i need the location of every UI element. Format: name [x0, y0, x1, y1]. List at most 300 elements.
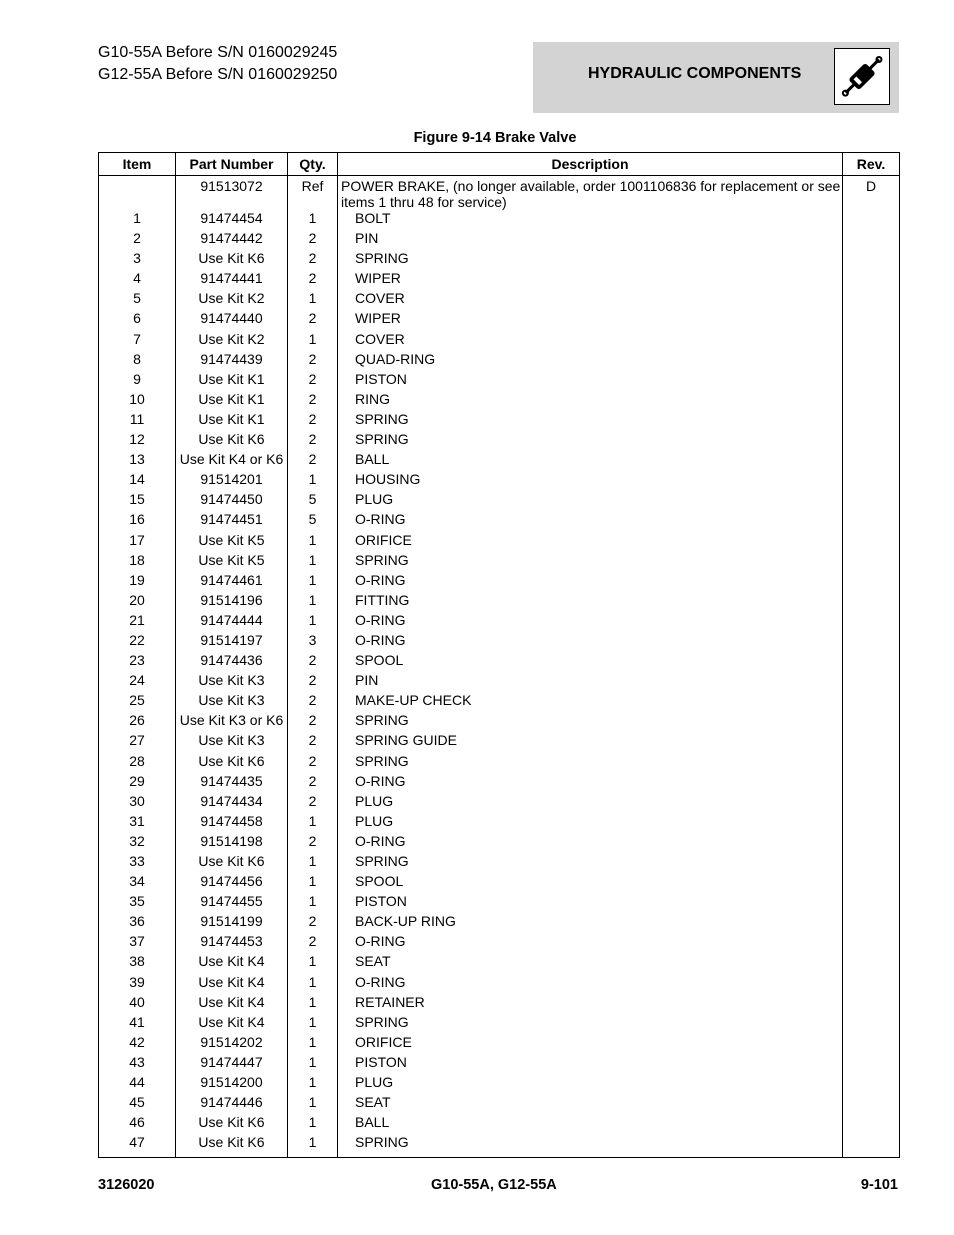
qty-cell: 2 [288, 672, 338, 692]
part-number-cell: 91474436 [176, 652, 288, 672]
qty-cell: 2 [288, 913, 338, 933]
rev-cell [843, 1014, 900, 1034]
qty-cell: 2 [288, 793, 338, 813]
table-row [99, 391, 900, 411]
part-number-cell: 91474461 [176, 572, 288, 592]
qty-cell: 2 [288, 833, 338, 853]
rev-cell [843, 994, 900, 1014]
description-cell: SEAT [338, 953, 843, 973]
item-cell: 26 [99, 712, 176, 732]
rev-cell [843, 974, 900, 994]
table-row [99, 532, 900, 552]
rev-cell [843, 411, 900, 431]
description-cell: O-RING [338, 833, 843, 853]
rev-cell [843, 1034, 900, 1054]
qty-cell: 1 [288, 853, 338, 873]
qty-cell: 1 [288, 552, 338, 572]
part-number-column-header: Part Number [176, 153, 288, 176]
table-row [99, 331, 900, 351]
description-cell: O-RING [338, 612, 843, 632]
description-cell: O-RING [338, 773, 843, 793]
rev-cell [843, 592, 900, 612]
rev-cell [843, 552, 900, 572]
part-number-cell: 91474451 [176, 511, 288, 531]
part-number-cell: 91474446 [176, 1094, 288, 1114]
rev-cell [843, 391, 900, 411]
rev-cell [843, 833, 900, 853]
part-number-cell: 91474435 [176, 773, 288, 793]
item-cell: 8 [99, 351, 176, 371]
part-number-cell: Use Kit K6 [176, 853, 288, 873]
item-cell: 23 [99, 652, 176, 672]
table-row [99, 933, 900, 953]
item-cell: 34 [99, 873, 176, 893]
rev-cell [843, 793, 900, 813]
qty-cell: 1 [288, 994, 338, 1014]
item-cell: 4 [99, 270, 176, 290]
rev-cell [843, 632, 900, 652]
qty-cell: 2 [288, 270, 338, 290]
qty-cell: 2 [288, 431, 338, 451]
qty-cell: 1 [288, 612, 338, 632]
table-row [99, 813, 900, 833]
table-row [99, 632, 900, 652]
item-cell: 47 [99, 1134, 176, 1158]
part-number-cell: Use Kit K1 [176, 391, 288, 411]
description-cell: PISTON [338, 893, 843, 913]
qty-cell: 1 [288, 1034, 338, 1054]
table-header-row [99, 153, 900, 176]
table-row [99, 994, 900, 1014]
table-row [99, 1034, 900, 1054]
qty-cell: 2 [288, 753, 338, 773]
rev-cell [843, 270, 900, 290]
part-number-cell: Use Kit K6 [176, 753, 288, 773]
item-cell: 20 [99, 592, 176, 612]
qty-cell: 1 [288, 974, 338, 994]
table-row [99, 471, 900, 491]
rev-cell [843, 1134, 900, 1158]
table-row [99, 1074, 900, 1094]
qty-cell: 2 [288, 773, 338, 793]
item-cell: 5 [99, 290, 176, 310]
item-cell [99, 176, 176, 211]
model-line-1: G10-55A Before S/N 0160029245 [98, 44, 338, 61]
part-number-cell: Use Kit K1 [176, 371, 288, 391]
rev-column-header: Rev. [843, 153, 900, 176]
qty-cell: 1 [288, 471, 338, 491]
description-cell: MAKE-UP CHECK [338, 692, 843, 712]
rev-cell [843, 511, 900, 531]
rev-cell [843, 572, 900, 592]
qty-cell: Ref [288, 176, 338, 211]
item-cell: 6 [99, 310, 176, 330]
item-cell: 14 [99, 471, 176, 491]
description-cell: ORIFICE [338, 532, 843, 552]
item-cell: 44 [99, 1074, 176, 1094]
item-cell: 28 [99, 753, 176, 773]
item-cell: 27 [99, 732, 176, 752]
rev-cell [843, 732, 900, 752]
description-cell: FITTING [338, 592, 843, 612]
item-cell: 15 [99, 491, 176, 511]
part-number-cell: 91514196 [176, 592, 288, 612]
model-header [98, 42, 337, 86]
qty-cell: 1 [288, 1074, 338, 1094]
part-number-cell: Use Kit K3 [176, 732, 288, 752]
description-cell: PISTON [338, 371, 843, 391]
item-cell: 12 [99, 431, 176, 451]
item-cell: 1 [99, 210, 176, 230]
item-cell: 22 [99, 632, 176, 652]
item-cell: 45 [99, 1094, 176, 1114]
qty-cell: 1 [288, 210, 338, 230]
rev-cell [843, 471, 900, 491]
item-cell: 43 [99, 1054, 176, 1074]
part-number-cell: 91513072 [176, 176, 288, 211]
qty-cell: 2 [288, 411, 338, 431]
rev-cell [843, 672, 900, 692]
description-cell: SPRING [338, 712, 843, 732]
item-cell: 13 [99, 451, 176, 471]
item-cell: 30 [99, 793, 176, 813]
table-row [99, 270, 900, 290]
table-row [99, 612, 900, 632]
rev-cell [843, 893, 900, 913]
table-row [99, 833, 900, 853]
rev-cell [843, 1094, 900, 1114]
qty-cell: 1 [288, 1114, 338, 1134]
figure-title: Figure 9-14 Brake Valve [413, 130, 577, 146]
model-line-2: G12-55A Before S/N 0160029250 [98, 66, 338, 83]
table-row [99, 310, 900, 330]
table-row [99, 371, 900, 391]
description-cell: BOLT [338, 210, 843, 230]
part-number-cell: 91474442 [176, 230, 288, 250]
footer-document-number: 3126020 [98, 1177, 155, 1193]
table-row [99, 511, 900, 531]
description-cell: SPRING [338, 1014, 843, 1034]
description-cell: SPRING [338, 411, 843, 431]
part-number-cell: 91514198 [176, 833, 288, 853]
table-row [99, 351, 900, 371]
qty-cell: 1 [288, 893, 338, 913]
part-number-cell: Use Kit K3 or K6 [176, 712, 288, 732]
description-cell: O-RING [338, 974, 843, 994]
part-number-cell: 91474455 [176, 893, 288, 913]
part-number-cell: Use Kit K4 [176, 1014, 288, 1034]
part-number-cell: 91474450 [176, 491, 288, 511]
qty-cell: 2 [288, 250, 338, 270]
table-row [99, 913, 900, 933]
description-cell: O-RING [338, 572, 843, 592]
part-number-cell: 91474447 [176, 1054, 288, 1074]
part-number-cell: 91474456 [176, 873, 288, 893]
footer-page-number: 9-101 [860, 1177, 898, 1193]
description-cell: O-RING [338, 933, 843, 953]
section-title: HYDRAULIC COMPONENTS [588, 65, 802, 82]
description-cell: QUAD-RING [338, 351, 843, 371]
qty-cell: 2 [288, 933, 338, 953]
rev-cell [843, 250, 900, 270]
part-number-cell: Use Kit K5 [176, 552, 288, 572]
rev-cell [843, 371, 900, 391]
part-number-cell: Use Kit K4 or K6 [176, 451, 288, 471]
description-cell: O-RING [338, 632, 843, 652]
description-cell: SPRING [338, 431, 843, 451]
table-row [99, 431, 900, 451]
description-cell: COVER [338, 331, 843, 351]
part-number-cell: 91474454 [176, 210, 288, 230]
description-cell: RETAINER [338, 994, 843, 1014]
part-number-cell: 91514197 [176, 632, 288, 652]
description-cell: WIPER [338, 310, 843, 330]
part-number-cell: 91514202 [176, 1034, 288, 1054]
qty-cell: 3 [288, 632, 338, 652]
qty-cell: 1 [288, 953, 338, 973]
item-cell: 39 [99, 974, 176, 994]
table-row [99, 1114, 900, 1134]
rev-cell [843, 331, 900, 351]
table-row [99, 1014, 900, 1034]
item-cell: 38 [99, 953, 176, 973]
table-row [99, 773, 900, 793]
description-cell: BALL [338, 451, 843, 471]
qty-cell: 1 [288, 532, 338, 552]
table-row [99, 873, 900, 893]
part-number-cell: 91474444 [176, 612, 288, 632]
item-cell: 3 [99, 250, 176, 270]
rev-cell [843, 1054, 900, 1074]
description-cell: POWER BRAKE, (no longer available, order 1001106836 for replacement or see items 1 thru 48 for service) [338, 176, 843, 211]
description-cell: PIN [338, 672, 843, 692]
rev-cell [843, 913, 900, 933]
part-number-cell: 91514200 [176, 1074, 288, 1094]
description-cell: SPRING [338, 753, 843, 773]
item-cell: 21 [99, 612, 176, 632]
description-cell: PISTON [338, 1054, 843, 1074]
item-cell: 10 [99, 391, 176, 411]
qty-cell: 1 [288, 1094, 338, 1114]
rev-cell [843, 813, 900, 833]
description-cell: HOUSING [338, 471, 843, 491]
rev-cell [843, 451, 900, 471]
table-row [99, 592, 900, 612]
part-number-cell: Use Kit K6 [176, 1134, 288, 1158]
part-number-cell: Use Kit K1 [176, 411, 288, 431]
table-row [99, 290, 900, 310]
table-row [99, 451, 900, 471]
item-cell: 40 [99, 994, 176, 1014]
table-row [99, 953, 900, 973]
item-cell: 33 [99, 853, 176, 873]
qty-cell: 2 [288, 451, 338, 471]
table-row [99, 230, 900, 250]
rev-cell [843, 230, 900, 250]
description-cell: SPRING [338, 552, 843, 572]
table-row [99, 712, 900, 732]
qty-cell: 2 [288, 692, 338, 712]
description-cell: SPRING [338, 1134, 843, 1158]
description-cell: COVER [338, 290, 843, 310]
part-number-cell: 91474439 [176, 351, 288, 371]
table-row [99, 672, 900, 692]
table-row [99, 732, 900, 752]
table-row [99, 1134, 900, 1158]
description-cell: SPRING GUIDE [338, 732, 843, 752]
table-row [99, 853, 900, 873]
description-cell: SPRING [338, 250, 843, 270]
qty-cell: 1 [288, 290, 338, 310]
item-cell: 46 [99, 1114, 176, 1134]
item-cell: 42 [99, 1034, 176, 1054]
rev-cell [843, 953, 900, 973]
rev-cell [843, 1074, 900, 1094]
qty-cell: 2 [288, 391, 338, 411]
part-number-cell: Use Kit K4 [176, 953, 288, 973]
parts-table-body [99, 176, 900, 1158]
item-cell: 29 [99, 773, 176, 793]
item-cell: 19 [99, 572, 176, 592]
description-cell: PIN [338, 230, 843, 250]
qty-cell: 1 [288, 572, 338, 592]
qty-column-header: Qty. [288, 153, 338, 176]
part-number-cell: 91474440 [176, 310, 288, 330]
rev-cell [843, 491, 900, 511]
table-row [99, 1054, 900, 1074]
description-cell: PLUG [338, 491, 843, 511]
description-cell: BACK-UP RING [338, 913, 843, 933]
part-number-cell: Use Kit K6 [176, 250, 288, 270]
description-cell: PLUG [338, 1074, 843, 1094]
description-cell: WIPER [338, 270, 843, 290]
qty-cell: 2 [288, 652, 338, 672]
qty-cell: 1 [288, 813, 338, 833]
rev-cell [843, 431, 900, 451]
description-cell: PLUG [338, 813, 843, 833]
table-row [99, 793, 900, 813]
qty-cell: 1 [288, 873, 338, 893]
rev-cell [843, 351, 900, 371]
table-row [99, 552, 900, 572]
rev-cell [843, 773, 900, 793]
item-cell: 17 [99, 532, 176, 552]
part-number-cell: Use Kit K6 [176, 1114, 288, 1134]
description-cell: O-RING [338, 511, 843, 531]
rev-cell [843, 753, 900, 773]
qty-cell: 2 [288, 371, 338, 391]
rev-cell: D [843, 176, 900, 211]
item-cell: 37 [99, 933, 176, 953]
rev-cell [843, 853, 900, 873]
qty-cell: 1 [288, 1054, 338, 1074]
rev-cell [843, 210, 900, 230]
qty-cell: 1 [288, 331, 338, 351]
part-number-cell: Use Kit K5 [176, 532, 288, 552]
rev-cell [843, 652, 900, 672]
qty-cell: 2 [288, 732, 338, 752]
item-cell: 18 [99, 552, 176, 572]
description-cell: ORIFICE [338, 1034, 843, 1054]
qty-cell: 1 [288, 592, 338, 612]
part-number-cell: Use Kit K4 [176, 974, 288, 994]
table-row [99, 974, 900, 994]
footer-models: G10-55A, G12-55A [431, 1177, 557, 1193]
table-row [99, 491, 900, 511]
item-cell: 32 [99, 833, 176, 853]
description-cell: PLUG [338, 793, 843, 813]
part-number-cell: Use Kit K2 [176, 331, 288, 351]
description-cell: SPOOL [338, 873, 843, 893]
item-cell: 11 [99, 411, 176, 431]
qty-cell: 2 [288, 310, 338, 330]
rev-cell [843, 712, 900, 732]
table-row [99, 250, 900, 270]
part-number-cell: Use Kit K3 [176, 672, 288, 692]
part-number-cell: 91474453 [176, 933, 288, 953]
item-cell: 24 [99, 672, 176, 692]
table-row [99, 572, 900, 592]
qty-cell: 1 [288, 1134, 338, 1158]
table-row [99, 692, 900, 712]
table-row [99, 176, 900, 211]
description-cell: SEAT [338, 1094, 843, 1114]
part-number-cell: Use Kit K6 [176, 431, 288, 451]
rev-cell [843, 933, 900, 953]
item-cell: 41 [99, 1014, 176, 1034]
part-number-cell: Use Kit K4 [176, 994, 288, 1014]
table-row [99, 652, 900, 672]
description-cell: RING [338, 391, 843, 411]
item-column-header: Item [99, 153, 176, 176]
table-row [99, 210, 900, 230]
item-cell: 2 [99, 230, 176, 250]
parts-table [98, 152, 900, 1158]
rev-cell [843, 532, 900, 552]
rev-cell [843, 612, 900, 632]
qty-cell: 2 [288, 712, 338, 732]
item-cell: 16 [99, 511, 176, 531]
part-number-cell: 91474434 [176, 793, 288, 813]
description-column-header: Description [338, 153, 843, 176]
qty-cell: 2 [288, 230, 338, 250]
rev-cell [843, 692, 900, 712]
part-number-cell: 91474441 [176, 270, 288, 290]
part-number-cell: Use Kit K3 [176, 692, 288, 712]
table-row [99, 753, 900, 773]
part-number-cell: 91474458 [176, 813, 288, 833]
item-cell: 31 [99, 813, 176, 833]
rev-cell [843, 1114, 900, 1134]
table-row [99, 1094, 900, 1114]
description-cell: SPRING [338, 853, 843, 873]
table-row [99, 411, 900, 431]
item-cell: 25 [99, 692, 176, 712]
item-cell: 35 [99, 893, 176, 913]
qty-cell: 2 [288, 351, 338, 371]
description-cell: BALL [338, 1114, 843, 1134]
item-cell: 36 [99, 913, 176, 933]
qty-cell: 5 [288, 511, 338, 531]
item-cell: 7 [99, 331, 176, 351]
rev-cell [843, 290, 900, 310]
description-cell: SPOOL [338, 652, 843, 672]
item-cell: 9 [99, 371, 176, 391]
part-number-cell: 91514199 [176, 913, 288, 933]
part-number-cell: 91514201 [176, 471, 288, 491]
table-row [99, 893, 900, 913]
rev-cell [843, 310, 900, 330]
